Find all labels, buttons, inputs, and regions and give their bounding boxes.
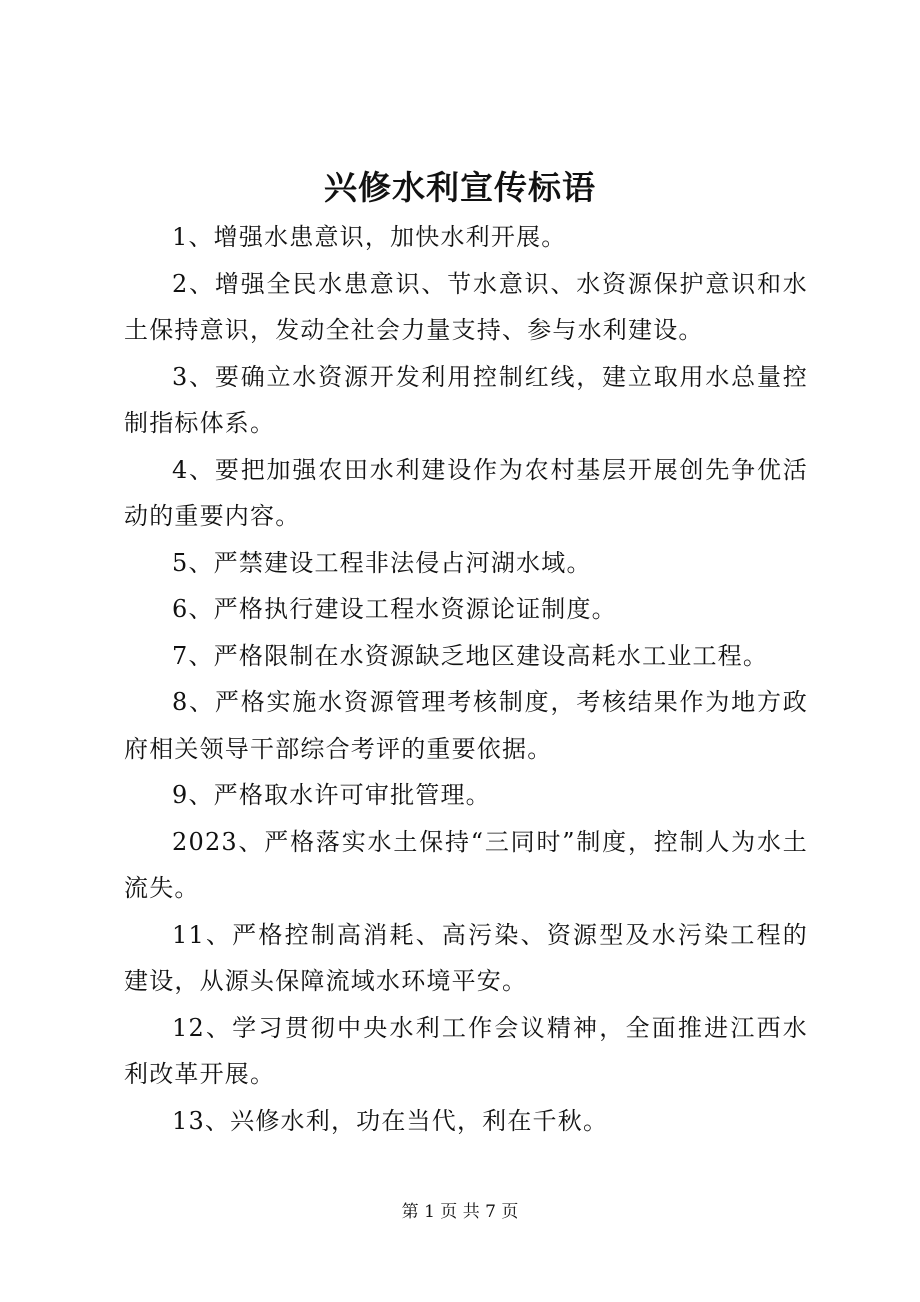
paragraph-11: 11、严格控制高消耗、高污染、资源型及水污染工程的建设，从源头保障流域水环境平安。 <box>124 920 808 995</box>
page-footer: 第 1 页 共 7 页 <box>401 1202 519 1222</box>
paragraph-10: 2023、严格落实水土保持“三同时”制度，控制人为水土流失。 <box>124 827 808 902</box>
paragraph-6: 6、严格执行建设工程水资源论证制度。 <box>172 595 617 623</box>
paragraph-1: 1、增强水患意识，加快水利开展。 <box>172 223 567 251</box>
paragraph-2: 2、增强全民水患意识、节水意识、水资源保护意识和水土保持意识，发动全社会力量支持、参与水利建设。 <box>124 269 808 344</box>
paragraph-4: 4、要把加强农田水利建设作为农村基层开展创先争优活动的重要内容。 <box>124 455 808 530</box>
paragraph-7: 7、严格限制在水资源缺乏地区建设高耗水工业工程。 <box>172 641 769 670</box>
paragraph-8: 8、严格实施水资源管理考核制度，考核结果作为地方政府相关领导干部综合考评的重要依据。 <box>124 688 808 763</box>
paragraph-9: 9、严格取水许可审批管理。 <box>172 781 491 809</box>
paragraph-12: 12、学习贯彻中央水利工作会议精神，全面推进江西水利改革开展。 <box>124 1013 808 1088</box>
paragraph-13: 13、兴修水利，功在当代，利在千秋。 <box>172 1106 609 1135</box>
document-title: 兴修水利宣传标语 <box>324 168 596 207</box>
document-body <box>124 214 808 1144</box>
paragraph-3: 3、要确立水资源开发利用控制红线，建立取用水总量控制指标体系。 <box>124 362 808 437</box>
paragraph-5: 5、严禁建设工程非法侵占河湖水域。 <box>172 548 592 577</box>
